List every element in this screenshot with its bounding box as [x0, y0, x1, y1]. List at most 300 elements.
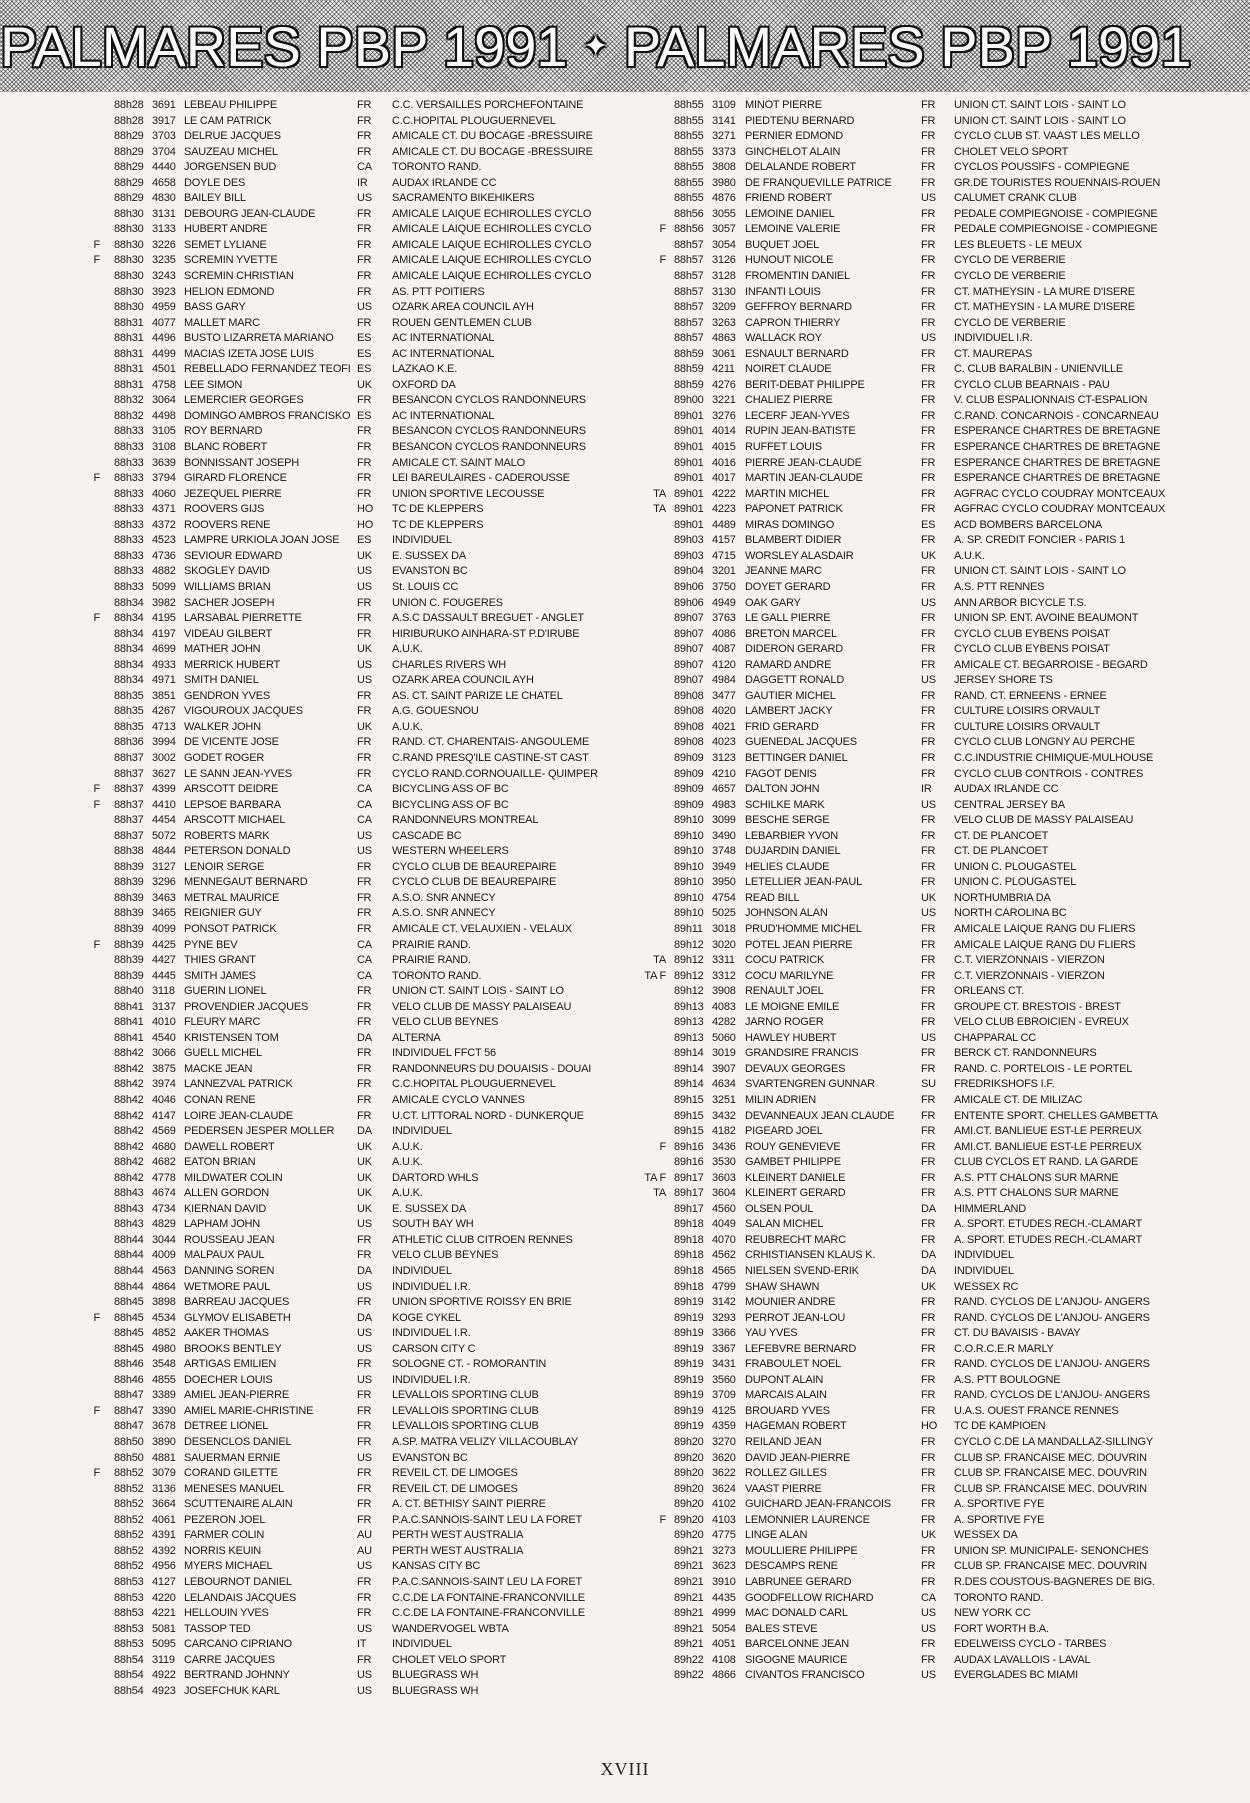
club: TC DE KAMPIOEN — [954, 1420, 1046, 1433]
club: BESANCON CYCLOS RANDONNEURS — [392, 425, 586, 438]
club: CLUB SP. FRANCAISE MEC. DOUVRIN — [954, 1560, 1147, 1573]
country: US — [357, 1684, 372, 1697]
time: 89h16 — [674, 1140, 704, 1153]
result-row — [92, 1155, 620, 1171]
flag: TA — [653, 503, 666, 516]
club: A. SP. CREDIT FONCIER - PARIS 1 — [954, 534, 1126, 547]
result-row — [92, 1482, 620, 1498]
country: FR — [921, 223, 936, 236]
country: FR — [921, 472, 936, 485]
country: FR — [921, 736, 936, 749]
club: R.DES COUSTOUS-BAGNERES DE BIG. — [954, 1575, 1155, 1588]
number: 3560 — [712, 1373, 736, 1386]
rider-name: LE SANN JEAN-YVES — [184, 767, 292, 780]
country: SU — [921, 1078, 936, 1091]
rider-name: ARSCOTT MICHAEL — [184, 814, 286, 827]
result-row — [634, 129, 1194, 145]
country: FR — [921, 456, 936, 469]
rider-name: LINGE ALAN — [745, 1529, 808, 1542]
time: 89h19 — [674, 1358, 704, 1371]
rider-name: KIERNAN DAVID — [184, 1202, 267, 1215]
time: 88h57 — [674, 254, 704, 267]
number: 3794 — [152, 472, 176, 485]
result-row — [92, 1451, 620, 1467]
number: 4099 — [152, 922, 176, 935]
result-row — [634, 1093, 1194, 1109]
result-row — [92, 533, 620, 549]
country: US — [357, 1451, 372, 1464]
rider-name: LE CAM PATRICK — [184, 114, 272, 127]
time: 88h30 — [114, 285, 144, 298]
time: 89h08 — [674, 705, 704, 718]
result-row — [634, 596, 1194, 612]
number: 3436 — [712, 1140, 736, 1153]
country: ES — [921, 518, 936, 531]
rider-name: MINOT PIERRE — [745, 99, 822, 111]
rider-name: MENESES MANUEL — [184, 1482, 284, 1495]
result-row — [634, 735, 1194, 751]
result-row — [634, 98, 1194, 114]
number: 3311 — [712, 954, 735, 967]
rider-name: BESCHE SERGE — [745, 814, 830, 827]
number: 4496 — [152, 332, 176, 345]
club: CT. MATHEYSIN - LA MURE D'ISERE — [954, 285, 1135, 298]
club: TORONTO RAND. — [392, 161, 482, 174]
country: FR — [357, 130, 372, 143]
country: FR — [921, 409, 936, 422]
country: FR — [921, 1000, 936, 1013]
rider-name: GODET ROGER — [184, 751, 265, 764]
rider-name: THIES GRANT — [184, 954, 256, 967]
result-row — [92, 1637, 620, 1653]
country: FR — [357, 207, 372, 220]
rider-name: PONSOT PATRICK — [184, 922, 277, 935]
rider-name: FRID GERARD — [745, 720, 819, 733]
result-row — [634, 798, 1194, 814]
rider-name: DOYLE DES — [184, 176, 246, 189]
country: FR — [921, 1451, 936, 1464]
country: FR — [921, 1560, 936, 1573]
country: FR — [357, 456, 372, 469]
time: 88h37 — [114, 767, 144, 780]
time: 88h45 — [114, 1327, 144, 1340]
club: DARTORD WHLS — [392, 1171, 479, 1184]
time: 88h52 — [114, 1529, 144, 1542]
country: FR — [357, 1653, 372, 1666]
time: 88h53 — [114, 1622, 144, 1635]
club: RAND. CT. ERNEENS - ERNEE — [954, 689, 1107, 702]
result-row — [92, 1140, 620, 1156]
number: 4699 — [152, 643, 176, 656]
country: FR — [921, 1513, 936, 1526]
country: FR — [921, 751, 936, 764]
number: 3127 — [152, 860, 176, 873]
time: 88h36 — [114, 736, 144, 749]
rider-name: MALPAUX PAUL — [184, 1249, 265, 1262]
rider-name: SCHILKE MARK — [745, 798, 825, 811]
number: 4713 — [152, 720, 176, 733]
number: 4051 — [712, 1638, 736, 1651]
club: CYCLO DE VERBERIE — [954, 316, 1066, 329]
club: CENTRAL JERSEY BA — [954, 798, 1065, 811]
number: 3209 — [712, 301, 736, 314]
result-row — [634, 238, 1194, 254]
club: INDIVIDUEL I.R. — [954, 332, 1033, 345]
result-row — [634, 673, 1194, 689]
country: FR — [921, 922, 936, 935]
number: 4223 — [712, 503, 736, 516]
result-row — [92, 331, 620, 347]
country: FR — [357, 145, 372, 158]
time: 88h55 — [674, 99, 704, 111]
time: 88h41 — [114, 1000, 144, 1013]
rider-name: GIRARD FLORENCE — [184, 472, 287, 485]
country: FR — [921, 145, 936, 158]
rider-name: JOSEFCHUK KARL — [184, 1684, 280, 1697]
time: 88h55 — [674, 161, 704, 174]
club: AC INTERNATIONAL — [392, 347, 495, 360]
club: BLUEGRASS WH — [392, 1669, 479, 1682]
time: 88h34 — [114, 596, 144, 609]
time: 88h43 — [114, 1202, 144, 1215]
time: 89h13 — [674, 1016, 704, 1029]
result-row — [634, 1575, 1194, 1591]
time: 89h19 — [674, 1311, 704, 1324]
country: FR — [357, 441, 372, 454]
number: 4956 — [152, 1560, 176, 1573]
country: FR — [921, 829, 936, 842]
club: AMICALE LAIQUE RANG DU FLIERS — [954, 922, 1136, 935]
club: P.A.C.SANNOIS-SAINT LEU LA FORET — [392, 1575, 583, 1588]
country: FR — [921, 1016, 936, 1029]
number: 3477 — [712, 689, 736, 702]
result-row — [92, 767, 620, 783]
time: 89h18 — [674, 1218, 704, 1231]
time: 88h31 — [114, 332, 144, 345]
number: 4147 — [152, 1109, 176, 1122]
time: 89h01 — [674, 503, 704, 516]
result-row — [92, 1373, 620, 1389]
country: FR — [357, 285, 372, 298]
result-row — [634, 1077, 1194, 1093]
club: CYCLO CLUB CONTROIS - CONTRES — [954, 767, 1144, 780]
rider-name: PROVENDIER JACQUES — [184, 1000, 309, 1013]
flag: F — [93, 238, 100, 251]
country: FR — [921, 1638, 936, 1651]
number: 4922 — [152, 1669, 176, 1682]
result-row — [92, 409, 620, 425]
number: 3130 — [712, 285, 736, 298]
time: 88h37 — [114, 783, 144, 796]
number: 3108 — [152, 441, 176, 454]
result-row — [92, 393, 620, 409]
time: 88h44 — [114, 1280, 144, 1293]
number: 3748 — [712, 845, 736, 858]
country: FR — [921, 627, 936, 640]
number: 4102 — [712, 1498, 736, 1511]
time: 88h59 — [674, 378, 704, 391]
result-row — [92, 145, 620, 161]
club: INDIVIDUEL FFCT 56 — [392, 1047, 496, 1060]
country: FR — [921, 347, 936, 360]
result-row — [634, 378, 1194, 394]
flag: TA — [653, 1187, 666, 1200]
rider-name: LABRUNEE GERARD — [745, 1575, 852, 1588]
result-row — [634, 1155, 1194, 1171]
club: AMICALE CT. BEGARROISE - BEGARD — [954, 658, 1148, 671]
number: 4499 — [152, 347, 176, 360]
number: 4560 — [712, 1202, 736, 1215]
time: 88h33 — [114, 472, 144, 485]
country: UK — [357, 1140, 372, 1153]
result-row — [92, 1171, 620, 1187]
club: ORLEANS CT. — [954, 985, 1024, 998]
number: 4674 — [152, 1187, 176, 1200]
result-row — [92, 1217, 620, 1233]
time: 88h33 — [114, 518, 144, 531]
result-row — [634, 580, 1194, 596]
club: BLUEGRASS WH — [392, 1684, 479, 1697]
result-row — [634, 875, 1194, 891]
country: FR — [921, 207, 936, 220]
result-row — [92, 704, 620, 720]
result-row — [634, 1326, 1194, 1342]
time: 88h43 — [114, 1218, 144, 1231]
time: 88h37 — [114, 814, 144, 827]
time: 89h20 — [674, 1467, 704, 1480]
number: 4855 — [152, 1373, 176, 1386]
result-row — [634, 1124, 1194, 1140]
time: 88h33 — [114, 487, 144, 500]
rider-name: MIRAS DOMINGO — [745, 518, 835, 531]
country: CA — [357, 954, 372, 967]
flag: TA F — [644, 969, 666, 982]
result-row — [92, 1093, 620, 1109]
number: 3109 — [712, 99, 736, 111]
number: 3627 — [152, 767, 176, 780]
rider-name: COCU PATRICK — [745, 954, 825, 967]
country: US — [921, 798, 936, 811]
rider-name: ARSCOTT DEIDRE — [184, 783, 279, 796]
result-row — [634, 1280, 1194, 1296]
rider-name: KLEINERT DANIELE — [745, 1171, 846, 1184]
country: US — [357, 1560, 372, 1573]
number: 3950 — [712, 876, 736, 889]
rider-name: GAUTIER MICHEL — [745, 689, 836, 702]
rider-name: YAU YVES — [745, 1327, 798, 1340]
rider-name: READ BILL — [745, 891, 800, 904]
country: FR — [357, 1482, 372, 1495]
club: AMICALE CT. DU BOCAGE -BRESSUIRE — [392, 130, 593, 143]
result-row — [634, 440, 1194, 456]
rider-name: LE GALL PIERRE — [745, 612, 831, 625]
time: 89h20 — [674, 1529, 704, 1542]
result-row — [634, 145, 1194, 161]
number: 3678 — [152, 1420, 176, 1433]
number: 5081 — [152, 1622, 176, 1635]
number: 4498 — [152, 409, 176, 422]
result-row — [634, 502, 1194, 518]
rider-name: GEFFROY BERNARD — [745, 301, 852, 314]
rider-name: PIGEARD JOEL — [745, 1125, 823, 1138]
country: US — [921, 1031, 936, 1044]
club: A. SPORT. ETUDES RECH.-CLAMART — [954, 1233, 1142, 1246]
club: PEDALE COMPIEGNOISE - COMPIEGNE — [954, 207, 1158, 220]
country: FR — [921, 1653, 936, 1666]
result-row — [92, 1466, 620, 1482]
rider-name: BAILEY BILL — [184, 192, 246, 205]
time: 88h40 — [114, 985, 144, 998]
result-row — [92, 1311, 620, 1327]
result-row — [92, 1419, 620, 1435]
country: FR — [921, 238, 936, 251]
number: 3432 — [712, 1109, 736, 1122]
number: 3251 — [712, 1094, 736, 1106]
rider-name: OLSEN POUL — [745, 1202, 814, 1215]
title-left: PALMARES PBP 1991 — [0, 15, 568, 78]
time: 88h42 — [114, 1140, 144, 1153]
club: AMICALE LAIQUE ECHIROLLES CYCLO — [392, 223, 592, 236]
result-row — [634, 253, 1194, 269]
club: PERTH WEST AUSTRALIA — [392, 1529, 524, 1542]
country: FR — [357, 1575, 372, 1588]
number: 4501 — [152, 363, 176, 376]
result-row — [92, 1575, 620, 1591]
flag: F — [659, 254, 666, 267]
result-row — [634, 1264, 1194, 1280]
number: 3490 — [712, 829, 736, 842]
rider-name: JEANNE MARC — [745, 565, 822, 578]
time: 89h19 — [674, 1389, 704, 1402]
country: UK — [921, 1280, 936, 1293]
result-row — [634, 362, 1194, 378]
rider-name: REIGNIER GUY — [184, 907, 262, 920]
club: C.C.DE LA FONTAINE-FRANCONVILLE — [392, 1607, 585, 1620]
country: FR — [921, 1187, 936, 1200]
number: 3431 — [712, 1358, 736, 1371]
club: C.T. VIERZONNAIS - VIERZON — [954, 954, 1105, 967]
club: CYCLO CLUB BEARNAIS - PAU — [954, 378, 1110, 391]
country: FR — [357, 99, 372, 111]
club: BESANCON CYCLOS RANDONNEURS — [392, 394, 586, 407]
time: 88h57 — [674, 316, 704, 329]
time: 89h06 — [674, 596, 704, 609]
flag: F — [659, 1140, 666, 1153]
club: CALUMET CRANK CLUB — [954, 192, 1077, 205]
rider-name: CIVANTOS FRANCISCO — [745, 1669, 865, 1682]
number: 4125 — [712, 1404, 736, 1417]
club: EVERGLADES BC MIAMI — [954, 1669, 1078, 1682]
number: 3709 — [712, 1389, 736, 1402]
number: 3136 — [152, 1482, 176, 1495]
rider-name: PERNIER EDMOND — [745, 130, 844, 143]
country: FR — [921, 161, 936, 174]
flag: F — [93, 938, 100, 951]
result-row — [634, 1388, 1194, 1404]
result-row — [634, 1544, 1194, 1560]
rider-name: LAMPRE URKIOLA JOAN JOSE — [184, 534, 340, 547]
number: 3002 — [152, 751, 176, 764]
time: 88h55 — [674, 192, 704, 205]
club: KOGE CYKEL — [392, 1311, 461, 1324]
club: ENTENTE SPORT. CHELLES GAMBETTA — [954, 1109, 1158, 1122]
number: 3994 — [152, 736, 176, 749]
club: AC INTERNATIONAL — [392, 409, 495, 422]
rider-name: DANNING SOREN — [184, 1265, 275, 1278]
club: RAND. CYCLOS DE L'ANJOU- ANGERS — [954, 1358, 1150, 1371]
result-row — [634, 1202, 1194, 1218]
result-row — [634, 1497, 1194, 1513]
rider-name: LECERF JEAN-YVES — [745, 409, 850, 422]
number: 4016 — [712, 456, 736, 469]
number: 3908 — [712, 985, 736, 998]
number: 3808 — [712, 161, 736, 174]
result-row — [634, 316, 1194, 332]
rider-name: INFANTI LOUIS — [745, 285, 821, 298]
number: 3296 — [152, 876, 176, 889]
result-row — [634, 767, 1194, 783]
time: 89h21 — [674, 1591, 704, 1604]
rider-name: VAAST PIERRE — [745, 1482, 822, 1495]
time: 88h55 — [674, 176, 704, 189]
time: 88h39 — [114, 907, 144, 920]
club: CHOLET VELO SPORT — [954, 145, 1069, 158]
club: ACD BOMBERS BARCELONA — [954, 518, 1103, 531]
number: 4077 — [152, 316, 176, 329]
result-row — [92, 1668, 620, 1684]
result-row — [92, 456, 620, 472]
rider-name: LETELLIER JEAN-PAUL — [745, 876, 863, 889]
result-row — [92, 269, 620, 285]
club: A.U.K. — [392, 643, 423, 656]
time: 89h08 — [674, 689, 704, 702]
number: 3019 — [712, 1047, 736, 1060]
country: FR — [921, 658, 936, 671]
club: LEVALLOIS SPORTING CLUB — [392, 1389, 539, 1402]
country: FR — [357, 472, 372, 485]
rider-name: LEE SIMON — [184, 378, 243, 391]
result-row — [634, 1248, 1194, 1264]
time: 88h42 — [114, 1125, 144, 1138]
time: 88h53 — [114, 1591, 144, 1604]
rider-name: ROOVERS RENE — [184, 518, 271, 531]
number: 4392 — [152, 1544, 176, 1557]
country: FR — [921, 876, 936, 889]
rider-name: DAVID JEAN-PIERRE — [745, 1451, 851, 1464]
country: FR — [357, 1607, 372, 1620]
number: 3128 — [712, 270, 736, 283]
country: DA — [921, 1249, 936, 1262]
time: 88h29 — [114, 176, 144, 189]
club: OXFORD DA — [392, 378, 456, 391]
result-row — [92, 114, 620, 130]
number: 3907 — [712, 1062, 736, 1075]
club: INDIVIDUEL — [392, 1265, 452, 1278]
club: WESSEX DA — [954, 1529, 1018, 1542]
rider-name: NIELSEN SVEND-ERIK — [745, 1265, 859, 1278]
number: 4086 — [712, 627, 736, 640]
result-row — [92, 735, 620, 751]
club: UNION CT. SAINT LOIS - SAINT LO — [392, 985, 564, 998]
country: US — [357, 1622, 372, 1635]
rider-name: CARRE JACQUES — [184, 1653, 275, 1666]
club: OZARK AREA COUNCIL AYH — [392, 674, 534, 687]
club: CYCLO DE VERBERIE — [954, 270, 1066, 283]
club: INDIVIDUEL I.R. — [392, 1373, 471, 1386]
rider-name: FROMENTIN DANIEL — [745, 270, 850, 283]
time: 89h12 — [674, 969, 704, 982]
country: FR — [357, 1389, 372, 1402]
